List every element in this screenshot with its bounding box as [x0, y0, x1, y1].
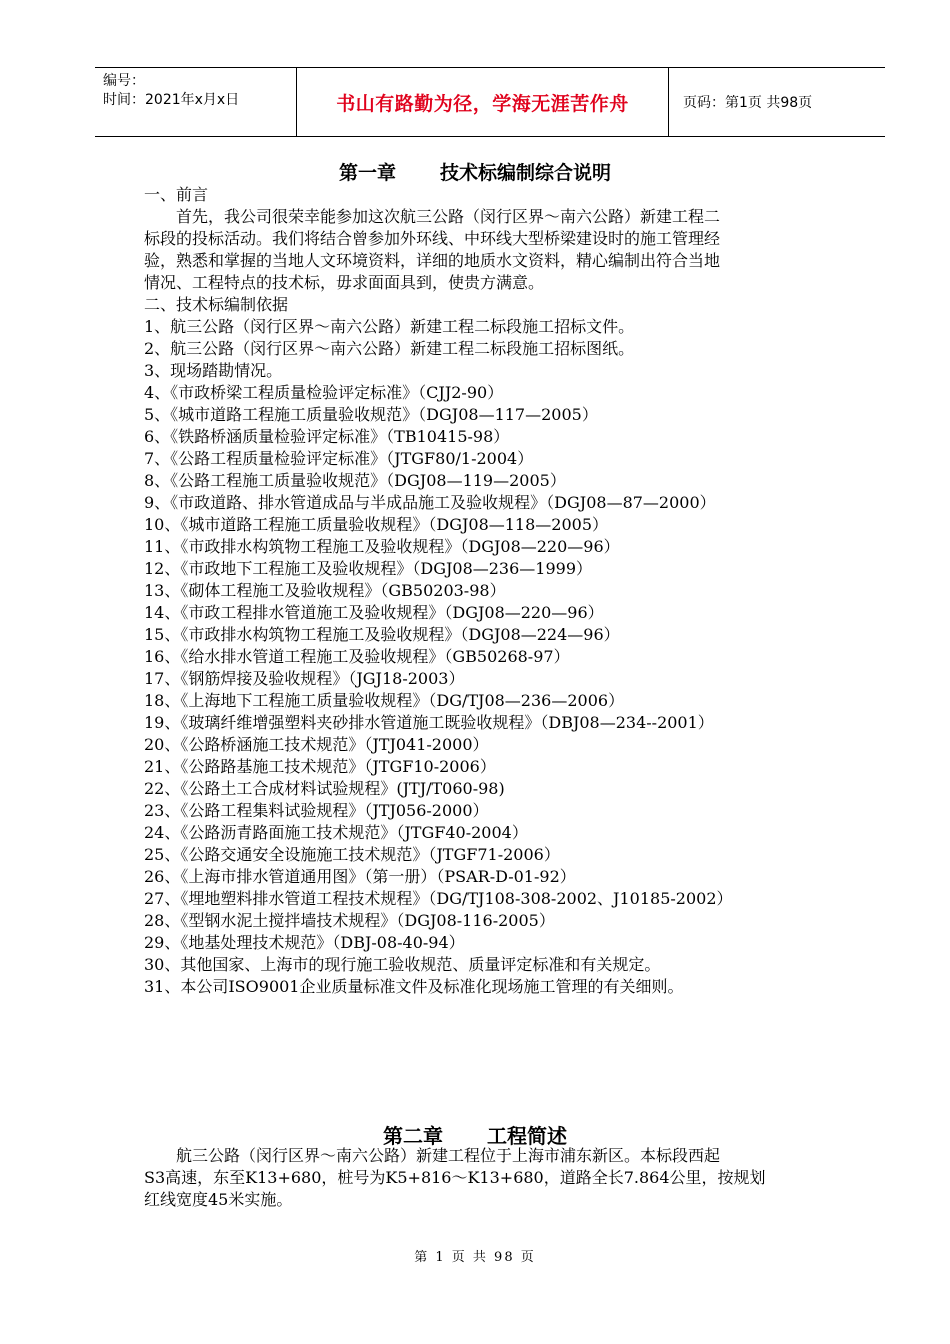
chapter1-heading: [0, 158, 950, 185]
intro-line: 验，熟悉和掌握的当地人文环境资料，详细的地质水文资料，精心编制出符合当地: [144, 251, 721, 270]
basis-item: 13、《砌体工程施工及验收规程》（GB50203-98）: [144, 581, 506, 600]
header-page-info: 页码：第1页 共98页: [683, 95, 813, 111]
basis-item: 30、其他国家、上海市的现行施工验收规范、质量评定标准和有关规定。: [144, 955, 661, 974]
basis-item: 26、《上海市排水管道通用图》（第一册）（PSAR-D-01-92）: [144, 867, 576, 886]
intro-line: 标段的投标活动。我们将结合曾参加外环线、中环线大型桥梁建设时的施工管理经: [144, 229, 721, 248]
chapter2-number: 第二章: [383, 1124, 443, 1148]
header-meta: [95, 68, 297, 136]
basis-item: 3、现场踏勘情况。: [144, 361, 283, 380]
basis-item: 16、《给水排水管道工程施工及验收规程》（GB50268-97）: [144, 647, 570, 666]
basis-item: 4、《市政桥梁工程质量检验评定标准》（CJJ2-90）: [144, 383, 504, 402]
basis-item: 5、《城市道路工程施工质量验收规范》（DGJ08—117—2005）: [144, 405, 598, 424]
basis-item: 15、《市政排水构筑物工程施工及验收规程》（DGJ08—224—96）: [144, 625, 620, 644]
chapter1-body: [144, 184, 844, 998]
chapter2-line: 红线宽度45米实施。: [144, 1190, 293, 1209]
section1-title: 一、前言: [144, 185, 209, 204]
basis-item: 8、《公路工程施工质量验收规范》（DGJ08—119—2005）: [144, 471, 566, 490]
chapter2-line: 航三公路（闵行区界～南六公路）新建工程位于上海市浦东新区。本标段西起: [176, 1146, 721, 1165]
basis-list: [144, 316, 844, 998]
basis-item: 22、《公路土工合成材料试验规程》(JTJ/T060-98): [144, 779, 505, 798]
basis-item: 20、《公路桥涵施工技术规范》（JTJ041-2000）: [144, 735, 489, 754]
chapter2-title: 工程简述: [487, 1124, 567, 1148]
page-header: [95, 67, 885, 137]
basis-item: 2、航三公路（闵行区界～南六公路）新建工程二标段施工招标图纸。: [144, 339, 635, 358]
basis-item: 1、航三公路（闵行区界～南六公路）新建工程二标段施工招标文件。: [144, 317, 635, 336]
page-footer: 第 1 页 共 98 页: [414, 1250, 536, 1265]
basis-item: 23、《公路工程集料试验规程》（JTJ056-2000）: [144, 801, 489, 820]
basis-item: 21、《公路路基施工技术规范》（JTGF10-2006）: [144, 757, 496, 776]
basis-item: 28、《型钢水泥土搅拌墙技术规程》（DGJ08-116-2005）: [144, 911, 555, 930]
basis-item: 19、《玻璃纤维增强塑料夹砂排水管道施工既验收规程》（DBJ08—234--2001）: [144, 713, 714, 732]
basis-item: 9、《市政道路、排水管道成品与半成品施工及验收规程》（DGJ08—87—2000）: [144, 493, 716, 512]
basis-item: 29、《地基处理技术规范》（DBJ-08-40-94）: [144, 933, 465, 952]
header-motto: 书山有路勤为径，学海无涯苦作舟: [297, 68, 669, 136]
basis-item: 27、《埋地塑料排水管道工程技术规程》（DG/TJ108-308-2002、J10185-2002）: [144, 889, 733, 908]
chapter1-title: 技术标编制综合说明: [440, 162, 612, 184]
chapter2-body: [144, 1145, 844, 1211]
header-time: 时间：2021年x月x日: [103, 92, 240, 108]
basis-item: 14、《市政工程排水管道施工及验收规程》（DGJ08—220—96）: [144, 603, 604, 622]
basis-item: 25、《公路交通安全设施施工技术规范》（JTGF71-2006）: [144, 845, 560, 864]
basis-item: 10、《城市道路工程施工质量验收规程》（DGJ08—118—2005）: [144, 515, 609, 534]
basis-item: 11、《市政排水构筑物工程施工及验收规程》（DGJ08—220—96）: [144, 537, 620, 556]
basis-item: 12、《市政地下工程施工及验收规程》（DGJ08—236—1999）: [144, 559, 593, 578]
header-number-label: 编号：: [103, 73, 145, 89]
intro-line: 首先，我公司很荣幸能参加这次航三公路（闵行区界～南六公路）新建工程二: [176, 207, 721, 226]
chapter2-line: S3高速，东至K13+680，桩号为K5+816～K13+680，道路全长7.864公里，按规划: [144, 1168, 766, 1187]
basis-item: 6、《铁路桥涵质量检验评定标准》（TB10415-98）: [144, 427, 510, 446]
basis-item: 31、本公司ISO9001企业质量标准文件及标准化现场施工管理的有关细则。: [144, 977, 684, 996]
basis-item: 17、《钢筋焊接及验收规程》（JGJ18-2003）: [144, 669, 465, 688]
chapter1-number: 第一章: [338, 162, 396, 184]
intro-line: 情况、工程特点的技术标，毋求面面具到，使贵方满意。: [144, 273, 545, 292]
basis-item: 18、《上海地下工程施工质量验收规程》（DG/TJ08—236—2006）: [144, 691, 625, 710]
section2-title: 二、技术标编制依据: [144, 295, 289, 314]
basis-item: 24、《公路沥青路面施工技术规范》（JTGF40-2004）: [144, 823, 528, 842]
basis-item: 7、《公路工程质量检验评定标准》（JTGF80/1-2004）: [144, 449, 534, 468]
